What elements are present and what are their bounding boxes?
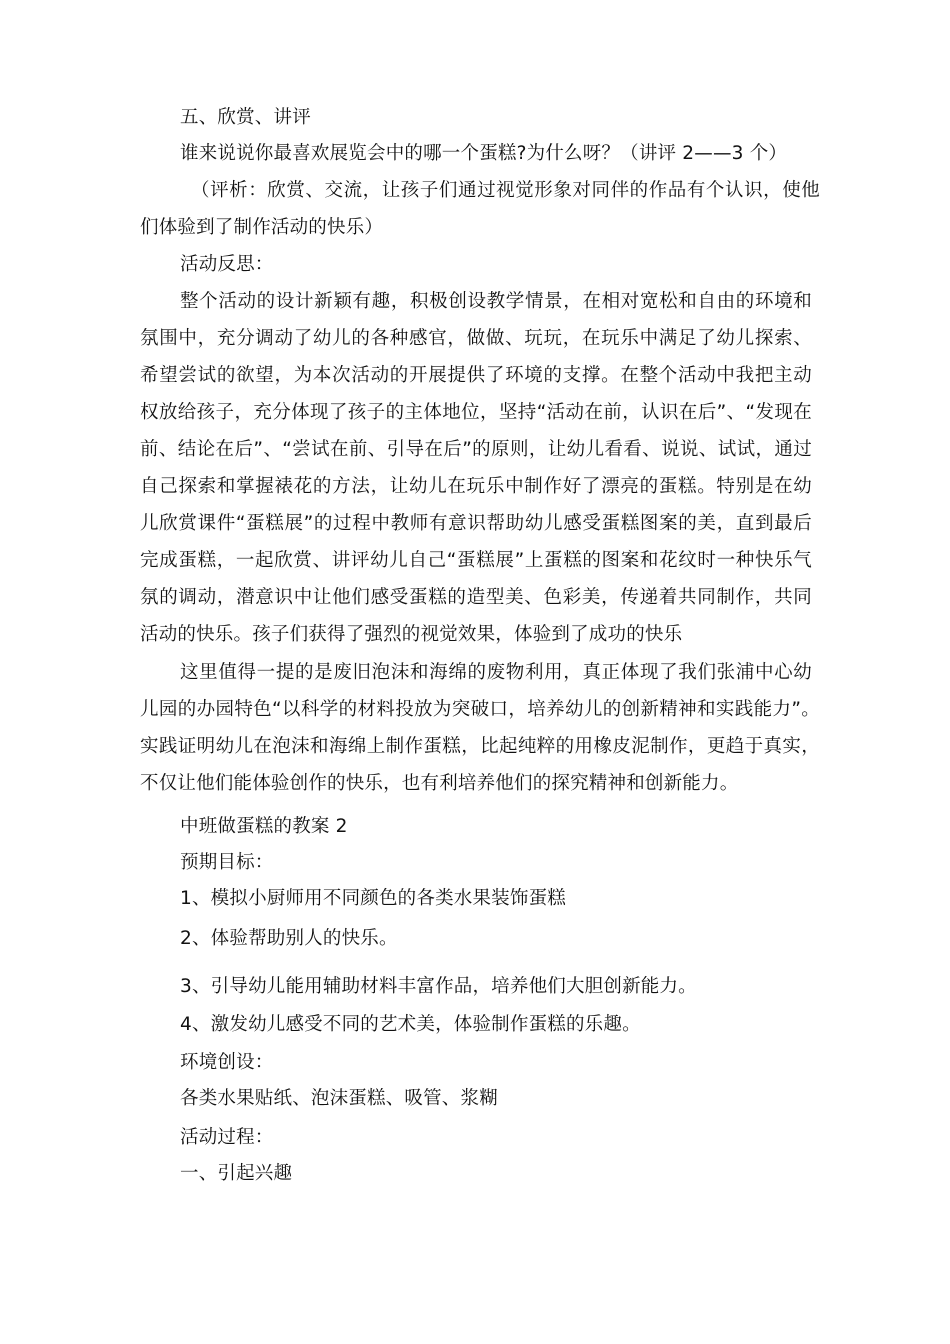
section-heading-environment: 环境创设： — [180, 1052, 274, 1073]
section-heading-goals: 预期目标： — [180, 852, 274, 873]
paragraph-line: （评析：欣赏、交流，让孩子们通过视觉形象对同伴的作品有个认识，使他 — [191, 180, 820, 201]
section-heading-reflection: 活动反思： — [180, 254, 274, 275]
paragraph-line: 儿欣赏课件“蛋糕展”的过程中教师有意识帮助幼儿感受蛋糕图案的美，直到最后 — [140, 513, 812, 534]
subsection-heading: 一、引起兴趣 — [180, 1163, 293, 1184]
paragraph-line: 活动的快乐。孩子们获得了强烈的视觉效果，体验到了成功的快乐 — [140, 624, 683, 645]
paragraph-line: 自己探索和掌握裱花的方法，让幼儿在玩乐中制作好了漂亮的蛋糕。特别是在幼 — [140, 476, 812, 497]
paragraph-line: 儿园的办园特色“以科学的材料投放为突破口，培养幼儿的创新精神和实践能力”。 — [140, 699, 820, 720]
paragraph-line: 前、结论在后”、“尝试在前、引导在后”的原则，让幼儿看看、说说、试试，通过 — [140, 439, 812, 460]
section-heading-appreciation: 五、欣赏、讲评 — [180, 107, 311, 128]
paragraph-line: 实践证明幼儿在泡沫和海绵上制作蛋糕，比起纯粹的用橡皮泥制作，更趋于真实， — [140, 736, 820, 757]
list-item: 1、模拟小厨师用不同颜色的各类水果装饰蛋糕 — [180, 888, 566, 909]
paragraph-line: 整个活动的设计新颖有趣，积极创设教学情景，在相对宽松和自由的环境和 — [180, 291, 812, 312]
document-title: 中班做蛋糕的教案 2 — [180, 816, 348, 837]
paragraph-line: 希望尝试的欲望，为本次活动的开展提供了环境的支撑。在整个活动中我把主动 — [140, 365, 812, 386]
paragraph-line: 们体验到了制作活动的快乐） — [140, 217, 384, 238]
paragraph-line: 完成蛋糕，一起欣赏、讲评幼儿自己“蛋糕展”上蛋糕的图案和花纹时一种快乐气 — [140, 550, 812, 571]
paragraph-line: 氛围中，充分调动了幼儿的各种感官，做做、玩玩，在玩乐中满足了幼儿探索、 — [140, 328, 812, 349]
list-item: 4、激发幼儿感受不同的艺术美，体验制作蛋糕的乐趣。 — [180, 1014, 641, 1035]
paragraph-line: 权放给孩子，充分体现了孩子的主体地位，坚持“活动在前，认识在后”、“发现在 — [140, 402, 812, 423]
list-item: 2、体验帮助别人的快乐。 — [180, 928, 398, 949]
section-heading-process: 活动过程： — [180, 1127, 274, 1148]
paragraph-line: 各类水果贴纸、泡沫蛋糕、吸管、浆糊 — [180, 1088, 498, 1109]
paragraph-line: 这里值得一提的是废旧泡沫和海绵的废物利用，真正体现了我们张浦中心幼 — [180, 662, 812, 683]
paragraph-line: 氛的调动，潜意识中让他们感受蛋糕的造型美、色彩美，传递着共同制作，共同 — [140, 587, 812, 608]
paragraph-line: 谁来说说你最喜欢展览会中的哪一个蛋糕?为什么呀？（讲评 2——3 个） — [180, 143, 788, 164]
list-item: 3、引导幼儿能用辅助材料丰富作品，培养他们大胆创新能力。 — [180, 976, 697, 997]
paragraph-line: 不仅让他们能体验创作的快乐，也有利培养他们的探究精神和创新能力。 — [140, 773, 739, 794]
